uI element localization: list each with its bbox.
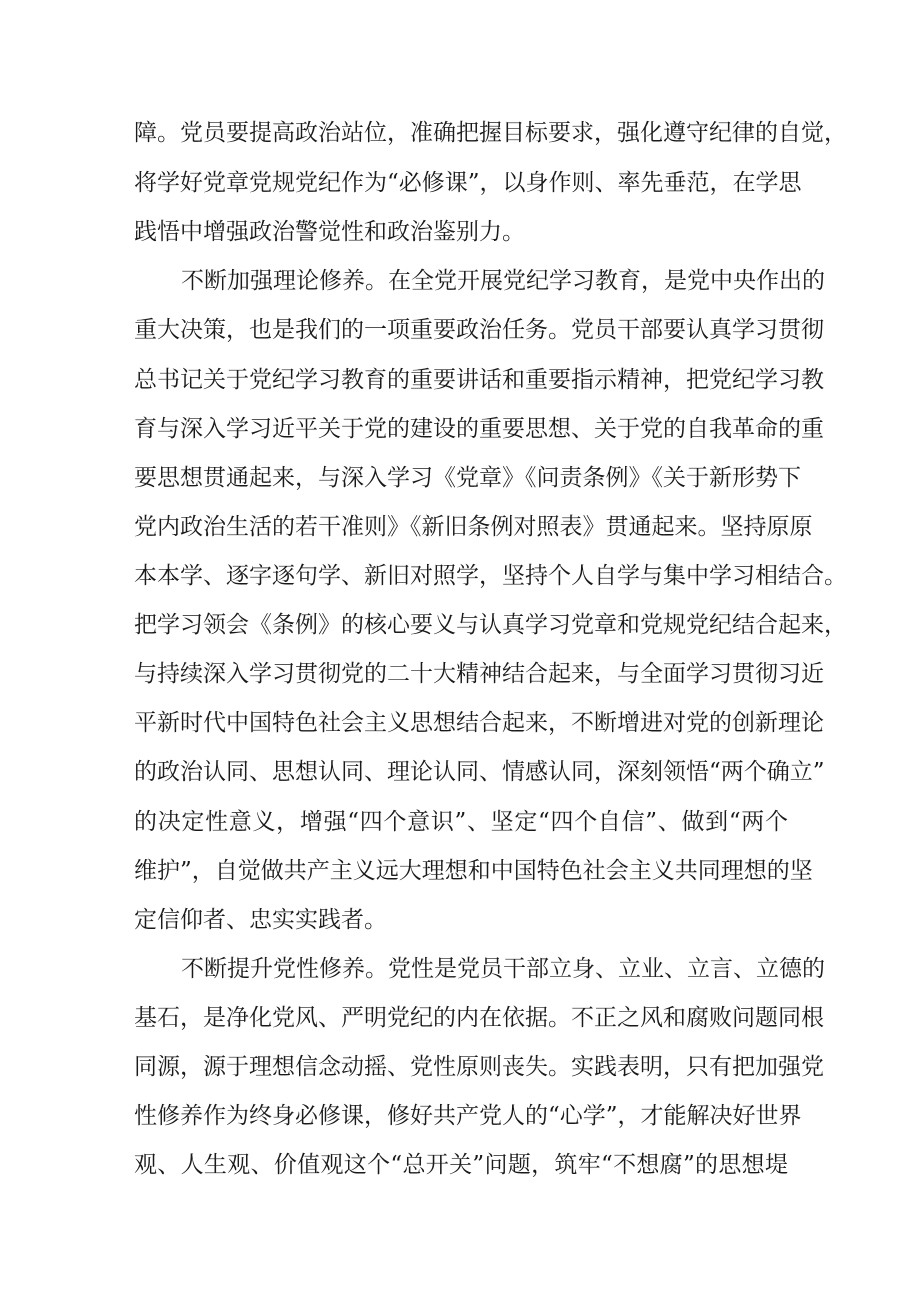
text-line: 维护”，自觉做共产主义远大理想和中国特色社会主义共同理想的坚 xyxy=(134,858,813,884)
text-line: 的决定性意义，增强“四个意识”、坚定“四个自信”、做到“两个 xyxy=(134,809,788,835)
text-line: 障。党员要提高政治站位，准确把握目标要求，强化遵守纪律的自觉， xyxy=(134,120,847,146)
text-line: 不断加强理论修养。在全党开展党纪学习教育，是党中央作出的 xyxy=(181,268,825,294)
text-line: 本本学、逐字逐句学、新旧对照学，坚持个人自学与集中学习相结合。 xyxy=(134,563,847,589)
text-line: 重大决策，也是我们的一项重要政治任务。党员干部要认真学习贯彻 xyxy=(134,317,824,343)
text-line: 定信仰者、忠实实践者。 xyxy=(134,907,387,933)
text-line: 平新时代中国特色社会主义思想结合起来，不断增进对党的创新理论 xyxy=(134,710,824,736)
text-line: 的政治认同、思想认同、理论认同、情感认同，深刻领悟“两个确立” xyxy=(134,759,825,785)
text-line: 观、人生观、价值观这个“总开关”问题，筑牢“不想腐”的思想堤 xyxy=(134,1152,788,1178)
text-line: 性修养作为终身必修课，修好共产党人的“心学”，才能解决好世界 xyxy=(134,1103,802,1129)
text-line: 将学好党章党规党纪作为“必修课”，以身作则、率先垂范，在学思 xyxy=(134,170,802,196)
text-line: 与持续深入学习贯彻党的二十大精神结合起来，与全面学习贯彻习近 xyxy=(134,661,824,687)
text-line: 要思想贯通起来，与深入学习《党章》《问责条例》《关于新形势下 xyxy=(134,465,801,491)
text-line: 践悟中增强政治警觉性和政治鉴别力。 xyxy=(134,219,525,245)
text-line: 不断提升党性修养。党性是党员干部立身、立业、立言、立德的 xyxy=(181,956,825,982)
text-line: 同源，源于理想信念动摇、党性原则丧失。实践表明，只有把加强党 xyxy=(134,1054,824,1080)
text-line: 育与深入学习近平关于党的建设的重要思想、关于党的自我革命的重 xyxy=(134,416,824,442)
text-line: 党内政治生活的若干准则》《新旧条例对照表》贯通起来。坚持原原 xyxy=(134,514,813,540)
text-line: 基石，是净化党风、严明党纪的内在依据。不正之风和腐败问题同根 xyxy=(134,1005,824,1031)
text-line: 把学习领会《条例》的核心要义与认真学习党章和党规党纪结合起来， xyxy=(134,612,847,638)
text-line: 总书记关于党纪学习教育的重要讲话和重要指示精神，把党纪学习教 xyxy=(134,367,824,393)
